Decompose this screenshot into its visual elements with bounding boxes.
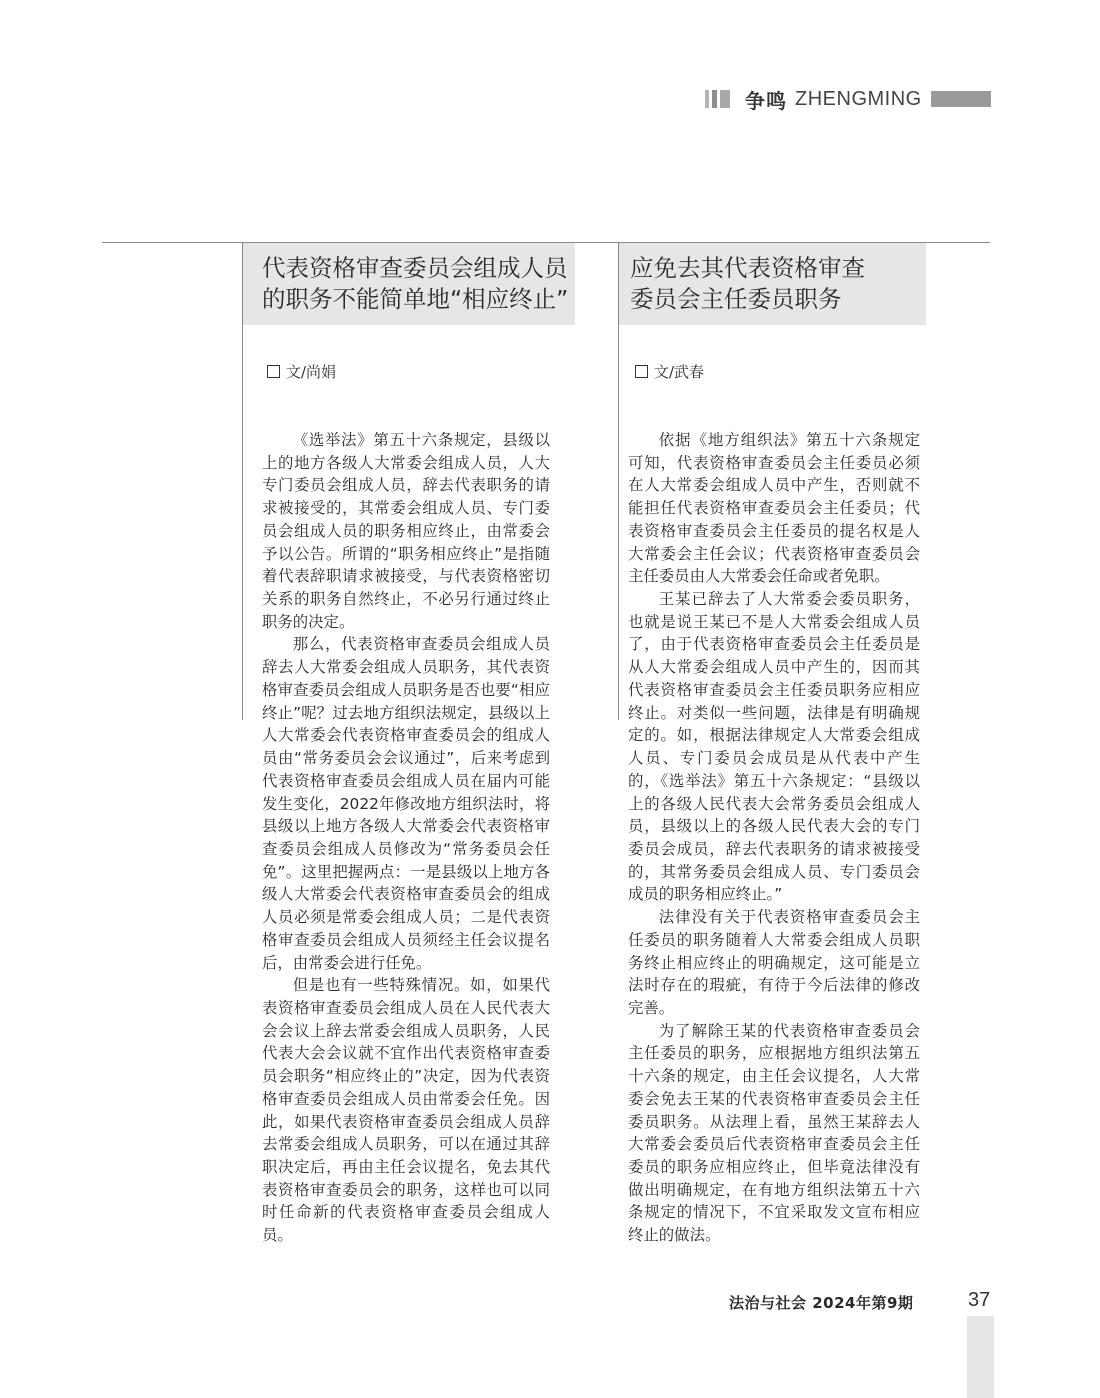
journal-footer: 法治与社会 2024年第9期 — [729, 1294, 914, 1312]
right-byline — [635, 361, 704, 382]
left-paragraph: 但是也有一些特殊情况。如，如果代表资格审查委员会组成人员在人民代表大会会议上辞去常委会组成人员职务，人民代表大会会议就不宜作出代表资格审查委员会职务“相应终止的”决定，因为代表资格审查委员会组成人员由常委会任免。因此，如果代表资格审查委员会组成人员辞去常委会组成人员职务，可以在通过其辞职决定后，再由主任会议提名，免去其代表资格审查委员会的职务，这样也可以同时任命新的代表资格审查委员会组成人员。 — [262, 976, 550, 1245]
header-right-bar — [931, 91, 991, 107]
right-author: 文/武春 — [654, 363, 705, 381]
page-edge-tab — [967, 1316, 994, 1398]
right-title-line1: 应免去其代表资格审查 — [630, 254, 865, 282]
left-paragraph: 那么，代表资格审查委员会组成人员辞去人大常委会组成人员职务，其代表资格审查委员会组成人员职务是否也要“相应终止”呢？过去地方组织法规定，县级以上人大常委会代表资格审查委员会的组成人员由“常务委员会会议通过”，后来考虑到代表资格审查委员会组成人员在届内可能发生变化，2022年修改地方组织法时，将县级以上地方各级人大常委会代表资格审查委员会组成人员修改为“常务委员会任免”。这里把握两点：一是县级以上地方各级人大常委会代表资格审查委员会的组成人员必须是常委会组成人员；二是代表资格审查委员会组成人员须经主任会议提名后，由常委会进行任免。 — [262, 635, 550, 972]
header-bars-decoration — [705, 90, 733, 108]
left-title-line1: 代表资格审查委员会组成人员 — [262, 254, 568, 282]
right-paragraph: 依据《地方组织法》第五十六条规定可知，代表资格审查委员会主任委员必须在人大常委会组成人员中产生，否则就不能担任代表资格审查委员会主任委员；代表资格审查委员会主任委员的提名权是人大常委会主任会议；代表资格审查委员会主任委员由人大常委会任命或者免职。 — [628, 431, 920, 586]
right-paragraph: 王某已辞去了人大常委会委员职务，也就是说王某已不是人大常委会组成人员了，由于代表资格审查委员会主任委员是从人大常委会组成人员中产生的，因而其代表资格审查委员会主任委员职务应相应终止。对类似一些问题，法律是有明确规定的。如，根据法律规定人大常委会组成人员、专门委员会成员是从代表中产生的，《选举法》第五十六条规定：“县级以上的各级人民代表大会常务委员会组成人员，县级以上的各级人民代表大会的专门委员会成员，辞去代表职务的请求被接受的，其常务委员会组成人员、专门委员会成员的职务相应终止。” — [628, 590, 920, 904]
left-article-title-box — [243, 243, 575, 325]
right-article-title-box — [619, 243, 926, 325]
left-article-title — [262, 253, 568, 315]
square-icon — [267, 365, 280, 378]
page-number: 37 — [968, 1289, 991, 1311]
left-paragraph: 《选举法》第五十六条规定，县级以上的地方各级人大常委会组成人员，人大专门委员会组成人员，辞去代表职务的请求被接受的，其常委会组成人员、专门委员会组成人员的职务相应终止，由常委会予以公告。所谓的“职务相应终止”是指随着代表辞职请求被接受，与代表资格密切关系的职务自然终止，不必另行通过终止职务的决定。 — [262, 431, 550, 631]
left-article-body — [262, 429, 550, 1247]
left-title-line2: 的职务不能简单地“相应终止” — [262, 285, 569, 313]
right-paragraph: 法律没有关于代表资格审查委员会主任委员的职务随着人大常委会组成人员职务终止相应终止的明确规定，这可能是立法时存在的瑕疵，有待于今后法律的修改完善。 — [628, 908, 920, 1017]
right-title-line2: 委员会主任委员职务 — [630, 285, 842, 313]
left-byline — [267, 361, 336, 382]
right-paragraph: 为了解除王某的代表资格审查委员会主任委员的职务，应根据地方组织法第五十六条的规定，由主任会议提名，人大常委会免去王某的代表资格审查委员会主任委员职务。从法理上看，虽然王某辞去人大常委会委员后代表资格审查委员会主任委员的职务应相应终止，但毕竟法律没有做出明确规定，在有地方组织法第五十六条规定的情况下，不宜采取发文宣布相应终止的做法。 — [628, 1021, 920, 1245]
section-title: 争鸣 — [745, 88, 787, 113]
square-icon — [635, 365, 648, 378]
right-article-title — [630, 253, 865, 315]
right-article-body — [628, 429, 920, 1247]
left-author: 文/尚娟 — [286, 363, 337, 381]
section-title-en: ZHENGMING — [795, 87, 922, 110]
section-header — [705, 87, 922, 113]
